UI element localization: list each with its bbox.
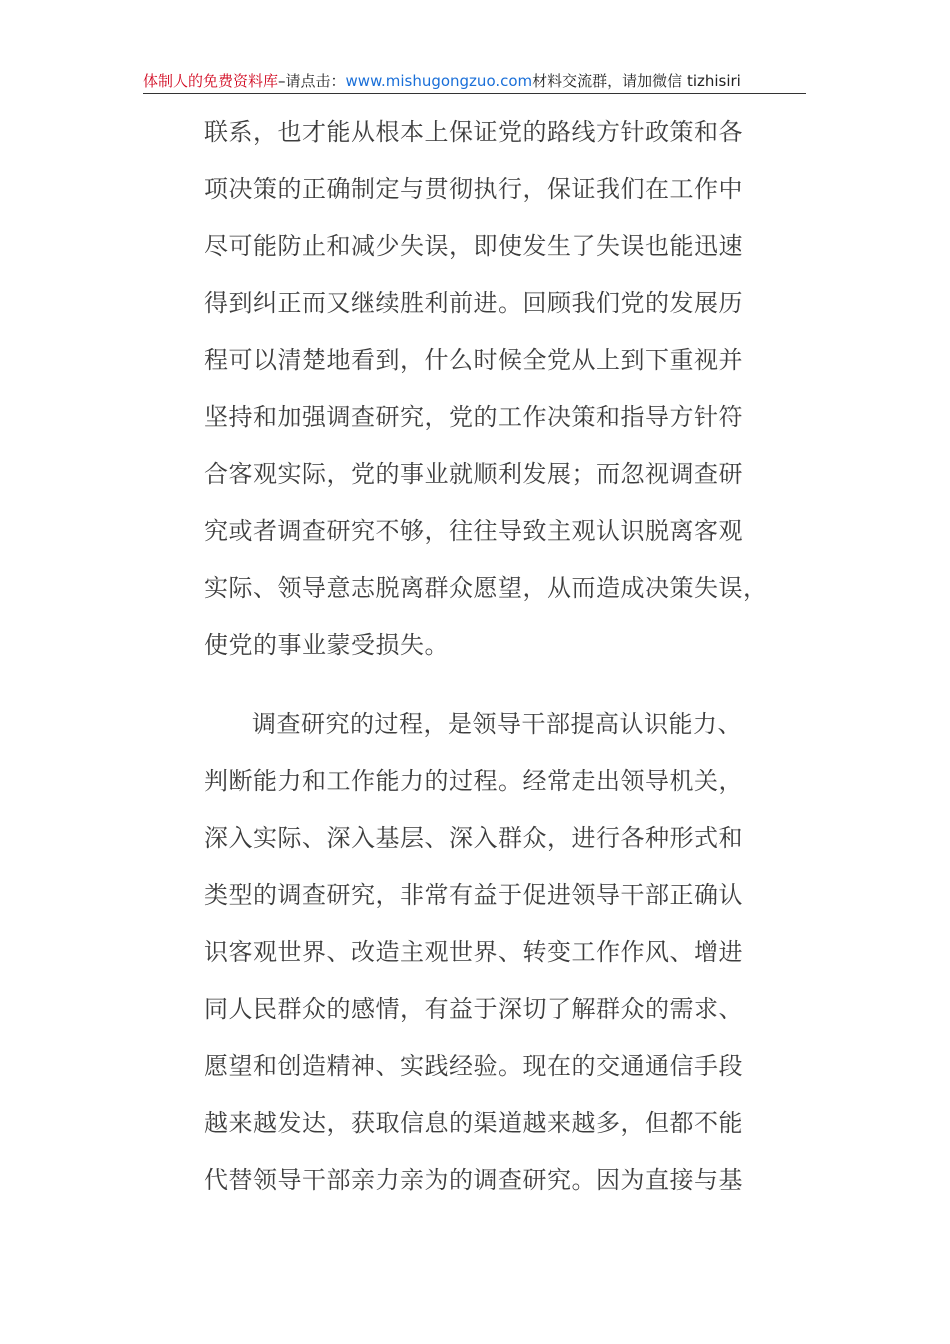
paragraph-line: 越来越发达，获取信息的渠道越来越多，但都不能: [204, 1109, 743, 1137]
paragraph-line: 同人民群众的感情，有益于深切了解群众的需求、: [204, 995, 743, 1023]
paragraph-line: 调查研究的过程，是领导干部提高认识能力、: [252, 710, 742, 738]
paragraph-line: 识客观世界、改造主观世界、转变工作作风、增进: [204, 938, 743, 966]
paragraph-line: 程可以清楚地看到，什么时候全党从上到下重视并: [204, 346, 743, 374]
header-website-link[interactable]: www.mishugongzuo.com: [345, 72, 533, 90]
paragraph-line: 合客观实际，党的事业就顺利发展；而忽视调查研: [204, 460, 743, 488]
paragraph-line: 实际、领导意志脱离群众愿望，从而造成决策失误，: [204, 574, 768, 602]
paragraph-line: 类型的调查研究，非常有益于促进领导干部正确认: [204, 881, 743, 909]
paragraph-line: 坚持和加强调查研究，党的工作决策和指导方针符: [204, 403, 743, 431]
paragraph-line: 愿望和创造精神、实践经验。现在的交通通信手段: [204, 1052, 743, 1080]
paragraph-line: 代替领导干部亲力亲为的调查研究。因为直接与基: [204, 1166, 743, 1194]
header-wechat-note: 材料交流群，请加微信 tizhisiri: [532, 72, 741, 90]
paragraph-line: 得到纠正而又继续胜利前进。回顾我们党的发展历: [204, 289, 743, 317]
paragraph-line: 究或者调查研究不够，往往导致主观认识脱离客观: [204, 517, 743, 545]
paragraph-line: 尽可能防止和减少失误，即使发生了失误也能迅速: [204, 232, 743, 260]
header-click-prompt: –请点击：: [278, 72, 346, 90]
paragraph-line: 判断能力和工作能力的过程。经常走出领导机关，: [204, 767, 743, 795]
paragraph-line: 项决策的正确制定与贯彻执行，保证我们在工作中: [204, 175, 743, 203]
page-header: [143, 70, 806, 94]
paragraph-line: 使党的事业蒙受损失。: [204, 631, 449, 659]
paragraph-line: 联系，也才能从根本上保证党的路线方针政策和各: [204, 118, 743, 146]
header-divider: [143, 93, 806, 94]
paragraph-line: 深入实际、深入基层、深入群众，进行各种形式和: [204, 824, 743, 852]
header-brand: 体制人的免费资料库: [143, 72, 279, 90]
